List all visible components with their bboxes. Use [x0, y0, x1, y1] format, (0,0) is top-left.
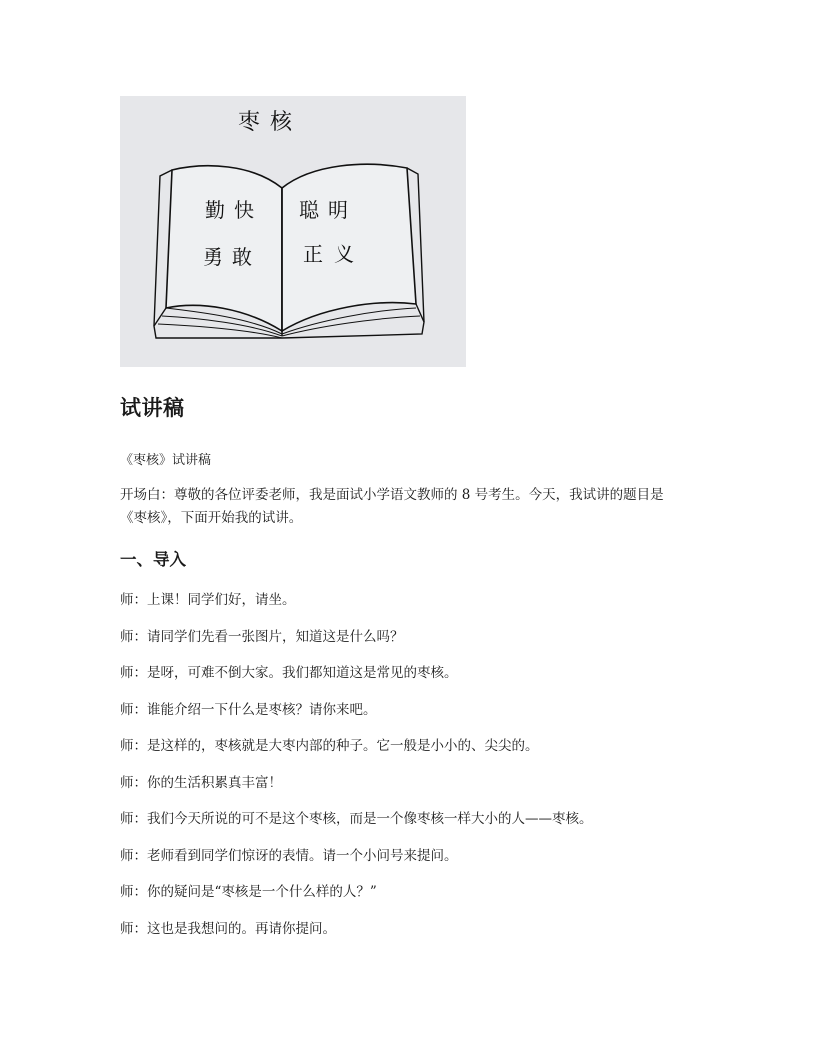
dialogue-line: 师：上课！同学们好，请坐。: [120, 592, 296, 608]
section-heading-introduction: 一、导入: [120, 550, 186, 569]
open-book-drawing: [120, 96, 466, 367]
dialogue-line: 师：谁能介绍一下什么是枣核？请你来吧。: [120, 701, 377, 718]
dialogue-list: [120, 589, 700, 954]
word-brave: 勇敢: [203, 245, 261, 269]
document-subtitle: 《枣核》试讲稿: [120, 453, 212, 468]
dialogue-line: 师：这也是我想问的。再请你提问。: [120, 920, 336, 937]
word-diligent: 勤快: [205, 198, 263, 222]
dialogue-line: 师：我们今天所说的可不是这个枣核，而是一个像枣核一样大小的人——枣核。: [120, 811, 593, 827]
dialogue-line: 师：你的生活积累真丰富！: [120, 774, 282, 791]
opening-paragraph: 开场白：尊敬的各位评委老师，我是面试小学语文教师的 8 号考生。今天，我试讲的题目是《枣核》，下面开始我的试讲。: [120, 487, 664, 526]
dialogue-line: 师：是呀，可难不倒大家。我们都知道这是常见的枣核。: [120, 665, 458, 681]
word-clever: 聪明: [299, 198, 357, 222]
dialogue-line: 师：你的疑问是“枣核是一个什么样的人？”: [120, 884, 377, 900]
word-just: 正义: [303, 242, 365, 266]
dialogue-line: 师：老师看到同学们惊讶的表情。请一个小问号来提问。: [120, 847, 458, 864]
book-drawing-photo: [120, 96, 466, 367]
document-title: 试讲稿: [120, 396, 185, 420]
book-title-handwriting: 枣核: [237, 110, 303, 135]
dialogue-line: 师：请同学们先看一张图片，知道这是什么吗？: [120, 628, 404, 645]
dialogue-line: 师：是这样的，枣核就是大枣内部的种子。它一般是小小的、尖尖的。: [120, 738, 539, 754]
